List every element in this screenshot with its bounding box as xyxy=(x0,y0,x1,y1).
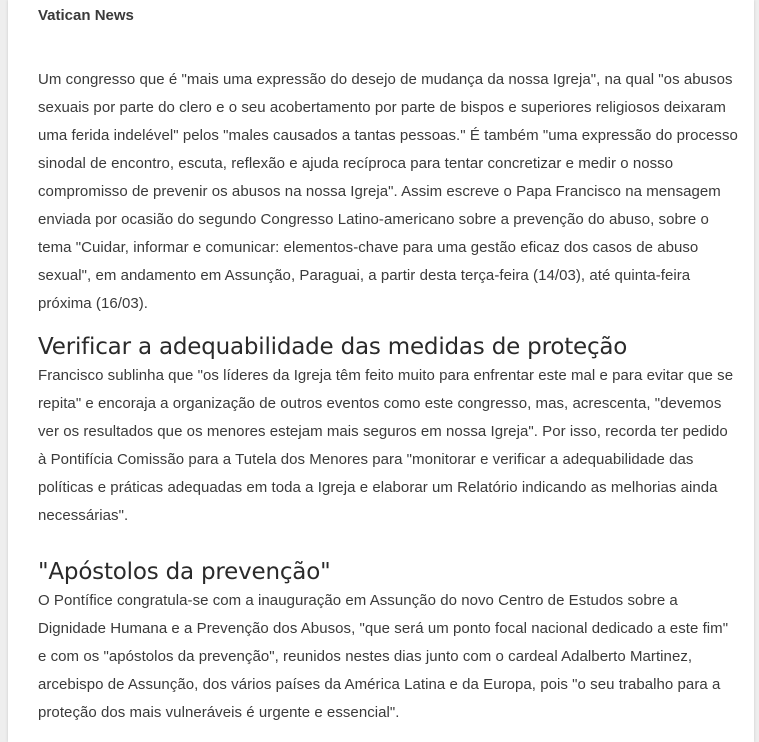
article-body xyxy=(38,0,738,727)
article-page xyxy=(8,0,754,742)
article-source: Vatican News xyxy=(38,7,134,24)
article-paragraph-1: Um congresso que é "mais uma expressão do desejo de mudança da nossa Igreja", na qual "os abusos sexuais por parte do clero e o seu acobertamento por parte de bispos e superiores religiosos deixaram uma ferida indelével" pelos "males causados a tantas pessoas." É também "uma expressão do processo sinodal de encontro, escuta, reflexão e ajuda recíproca para tentar concretizar e medir o nosso compromisso de prevenir os abusos na nossa Igreja". Assim escreve o Papa Francisco na mensagem enviada por ocasião do segundo Congresso Latino-americano sobre a prevenção do abuso, sobre o tema "Cuidar, informar e comunicar: elementos-chave para uma gestão eficaz dos casos de abuso sexual", em andamento em Assunção, Paraguai, a partir desta terça-feira (14/03), até quinta-feira próxima (16/03). xyxy=(38,71,738,312)
article-paragraph-3: O Pontífice congratula-se com a inauguração em Assunção do novo Centro de Estudos sobre a Dignidade Humana e a Prevenção dos Abusos, "que será um ponto focal nacional dedicado a este fim" e com os "apóstolos da prevenção", reunidos nestes dias junto com o cardeal Adalberto Martinez, arcebispo de Assunção, dos vários países da América Latina e da Europa, pois "o seu trabalho para a proteção dos mais vulneráveis é urgente e essencial". xyxy=(38,592,729,721)
section-heading-protection: Verificar a adequabilidade das medidas de proteção xyxy=(38,334,628,360)
section-heading-apostles: "Apóstolos da prevenção" xyxy=(38,559,331,585)
article-paragraph-2: Francisco sublinha que "os líderes da Igreja têm feito muito para enfrentar este mal e para evitar que se repita" e encoraja a organização de outros eventos como este congresso, mas, acrescenta, "devemos ver os resultados que os menores estejam mais seguros em nossa Igreja". Por isso, recorda ter pedido à Pontifícia Comissão para a Tutela dos Menores para "monitorar e verificar a adequabilidade das políticas e práticas adequadas em toda a Igreja e elaborar um Relatório indicando as melhorias ainda necessárias". xyxy=(38,367,734,524)
